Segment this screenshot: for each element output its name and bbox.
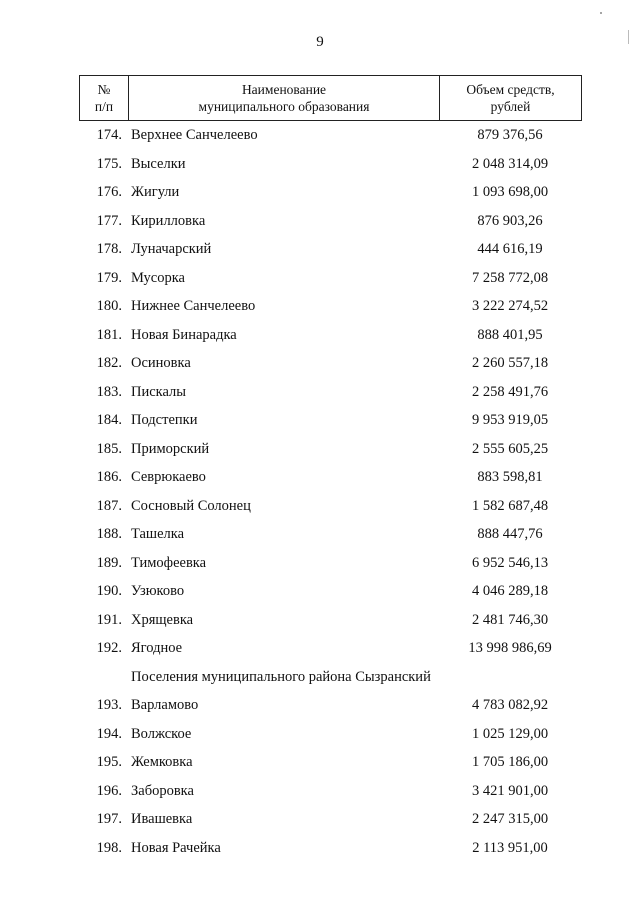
row-number: 175. — [96, 155, 122, 172]
table-header — [79, 75, 582, 121]
amount-value: 1 025 129,00 — [471, 725, 549, 742]
amount-value: 883 598,81 — [477, 469, 543, 485]
amount-value: 1 093 698,00 — [471, 184, 549, 200]
header-amount-cell — [440, 76, 581, 120]
amount-value: 13 998 986,69 — [468, 640, 552, 656]
header-amount-label-2: рублей — [490, 99, 531, 114]
header-name-label-2: муниципального образования — [198, 99, 370, 114]
amount-value: 2 481 746,30 — [471, 611, 549, 628]
amount-value: 444 616,19 — [477, 241, 543, 257]
row-number: 198. — [96, 839, 122, 856]
table-row — [0, 321, 640, 350]
amount-value: 3 222 274,52 — [471, 298, 549, 314]
header-name-label: Наименование — [241, 82, 327, 97]
municipality-name: Варламово — [131, 697, 199, 713]
amount-value: 4 046 289,18 — [471, 583, 549, 599]
section-heading-row — [0, 663, 640, 692]
row-number: 196. — [96, 782, 122, 799]
table-row — [0, 748, 640, 777]
table-row — [0, 378, 640, 407]
municipality-name: Выселки — [131, 155, 186, 172]
municipality-name: Подстепки — [131, 412, 198, 428]
municipality-name: Осиновка — [131, 355, 191, 371]
row-number: 194. — [96, 725, 122, 742]
header-amount-label: Объем средств, — [466, 82, 555, 97]
row-number: 179. — [96, 269, 122, 286]
amount-value: 876 903,26 — [477, 212, 543, 229]
amount-value: 888 447,76 — [477, 526, 543, 542]
amount-value: 6 952 546,13 — [471, 554, 549, 571]
amount-value: 2 260 557,18 — [471, 355, 549, 371]
row-number: 176. — [96, 184, 122, 200]
municipality-name: Новая Рачейка — [131, 839, 221, 856]
row-number: 197. — [96, 811, 122, 827]
row-number: 187. — [96, 497, 122, 514]
table-body — [0, 121, 640, 862]
table-row — [0, 463, 640, 492]
municipality-name: Приморский — [131, 440, 210, 457]
row-number: 193. — [96, 697, 122, 713]
table-row — [0, 606, 640, 635]
table-row — [0, 520, 640, 549]
municipality-name: Сосновый Солонец — [131, 497, 251, 514]
rows-group-b — [0, 691, 640, 862]
page-number: 9 — [316, 34, 324, 50]
row-number: 188. — [96, 526, 122, 542]
row-number: 181. — [96, 326, 122, 343]
municipality-name: Пискалы — [131, 383, 187, 400]
table-row — [0, 406, 640, 435]
header-number-label-2: п/п — [94, 99, 114, 114]
municipality-name: Заборовка — [131, 782, 194, 799]
municipality-name: Тимофеевка — [131, 554, 207, 571]
amount-value: 2 258 491,76 — [471, 383, 549, 400]
amount-value: 7 258 772,08 — [471, 269, 549, 286]
municipality-name: Верхнее Санчелеево — [131, 127, 258, 143]
amount-value: 3 421 901,00 — [471, 782, 549, 799]
amount-value: 9 953 919,05 — [471, 412, 549, 428]
rows-group-a — [0, 121, 640, 663]
row-number: 183. — [96, 383, 122, 400]
row-number: 189. — [96, 554, 122, 571]
row-number: 184. — [96, 412, 122, 428]
table-row — [0, 292, 640, 321]
municipality-name: Жигули — [131, 184, 180, 200]
table-row — [0, 577, 640, 606]
row-number: 182. — [96, 355, 122, 371]
amount-value: 2 555 605,25 — [471, 440, 549, 457]
municipality-name: Хрящевка — [131, 611, 194, 628]
row-number: 185. — [96, 440, 122, 457]
municipality-name: Луначарский — [131, 241, 212, 257]
municipality-name: Ягодное — [131, 640, 183, 656]
header-name-cell — [129, 76, 440, 120]
table-row — [0, 178, 640, 207]
municipality-name: Узюково — [131, 583, 185, 599]
municipality-name: Мусорка — [131, 269, 185, 286]
municipality-name: Жемковка — [131, 754, 193, 770]
table-row — [0, 777, 640, 806]
table-row — [0, 264, 640, 293]
municipality-name: Севрюкаево — [131, 469, 206, 485]
table-row — [0, 834, 640, 863]
row-number: 174. — [96, 127, 122, 143]
amount-value: 1 705 186,00 — [471, 754, 549, 770]
row-number: 177. — [96, 212, 122, 229]
municipality-name: Ташелка — [131, 526, 185, 542]
municipality-name: Кирилловка — [131, 212, 206, 229]
table-row — [0, 349, 640, 378]
row-number: 195. — [96, 754, 122, 770]
row-number: 186. — [96, 469, 122, 485]
amount-value: 2 113 951,00 — [472, 839, 548, 856]
header-number-label: № — [97, 82, 111, 97]
row-number: 191. — [96, 611, 122, 628]
amount-value: 2 247 315,00 — [471, 811, 549, 827]
row-number: 178. — [96, 241, 122, 257]
amount-value: 1 582 687,48 — [471, 497, 549, 514]
table-row — [0, 549, 640, 578]
municipality-name: Ивашевка — [131, 811, 193, 827]
table-row — [0, 805, 640, 834]
table-row — [0, 634, 640, 663]
header-number-cell — [80, 76, 129, 120]
table-row — [0, 691, 640, 720]
municipality-name: Нижнее Санчелеево — [131, 298, 256, 314]
table-row — [0, 150, 640, 179]
amount-value: 2 048 314,09 — [471, 155, 549, 172]
municipality-name: Волжское — [131, 725, 192, 742]
table-row — [0, 720, 640, 749]
table-row — [0, 121, 640, 150]
row-number: 190. — [96, 583, 122, 599]
table-row — [0, 435, 640, 464]
scan-speck — [600, 12, 602, 14]
table-row — [0, 492, 640, 521]
row-number: 192. — [96, 640, 122, 656]
amount-value: 879 376,56 — [477, 127, 543, 143]
municipality-name: Новая Бинарадка — [131, 326, 237, 343]
table-row — [0, 207, 640, 236]
amount-value: 4 783 082,92 — [471, 697, 549, 713]
row-number: 180. — [96, 298, 122, 314]
amount-value: 888 401,95 — [477, 326, 543, 343]
section-heading: Поселения муниципального района Сызранский — [131, 668, 431, 685]
table-row — [0, 235, 640, 264]
